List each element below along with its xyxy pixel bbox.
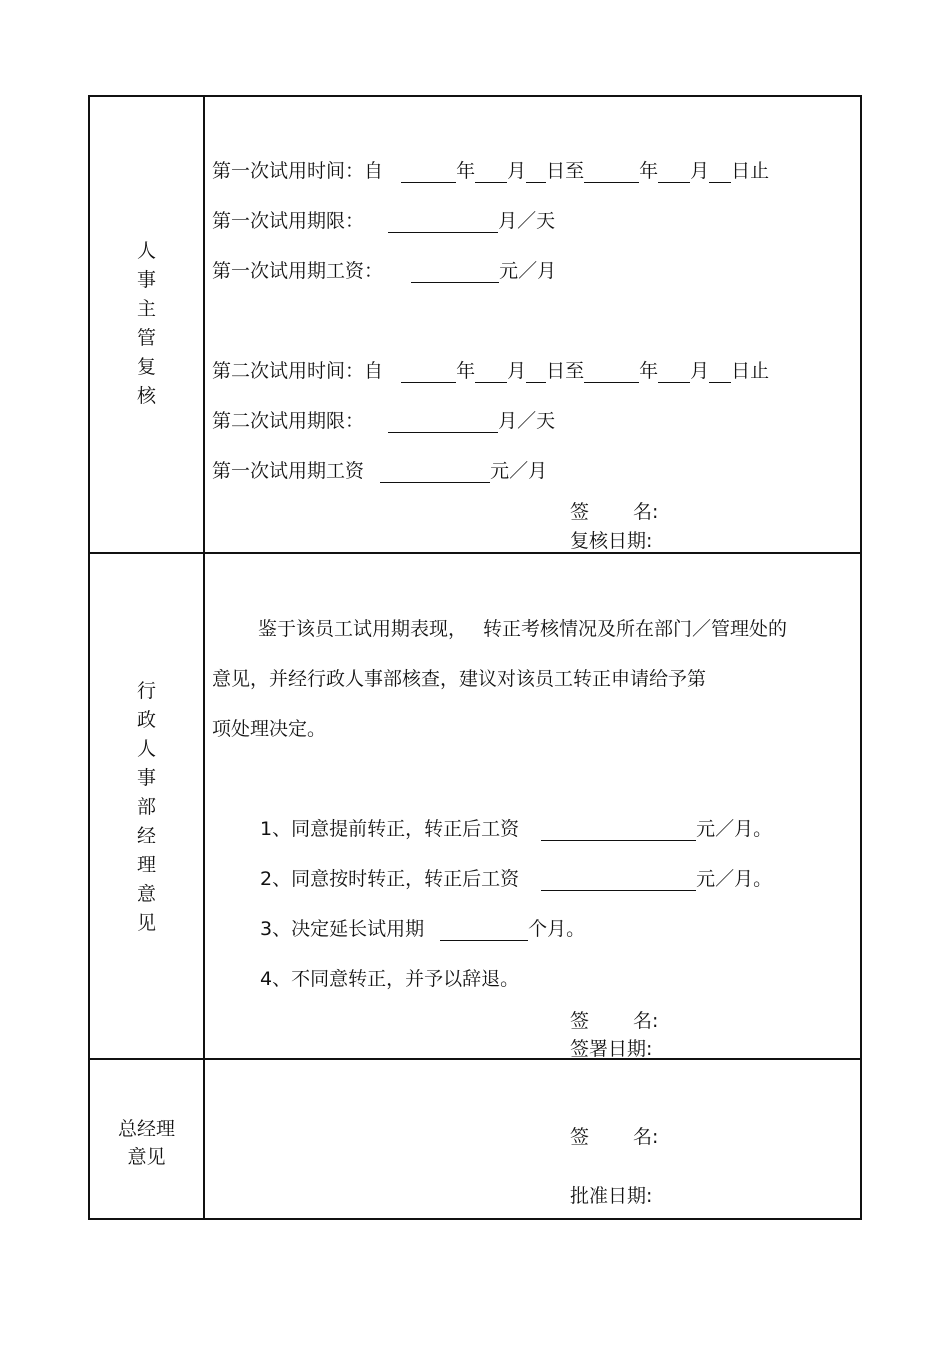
trial1-time-row	[212, 159, 769, 183]
label-char: 事	[136, 269, 156, 291]
row-divider-1	[90, 552, 860, 554]
label-char: 人	[136, 738, 156, 760]
row-divider-2	[90, 1058, 860, 1060]
salary-blank[interactable]	[541, 820, 696, 841]
year-text: 年	[456, 160, 476, 182]
gm-signature-label	[570, 1122, 658, 1149]
trial2-period-row	[212, 409, 555, 433]
month-text: 月	[690, 160, 710, 182]
day-to-text: 日至	[546, 160, 585, 182]
salary-unit: 元／月	[499, 260, 557, 282]
salary-blank[interactable]	[541, 870, 696, 891]
trial1-time-label: 第一次试用时间：自	[212, 160, 384, 182]
opinion-paragraph-line1	[258, 617, 787, 641]
month-text: 月	[690, 360, 710, 382]
sign-char: 名:	[633, 1126, 659, 1148]
salary-blank[interactable]	[380, 462, 490, 483]
sign-char: 签	[570, 1126, 590, 1148]
trial1-period-label: 第一次试用期限：	[212, 210, 365, 232]
label-char: 理	[136, 854, 156, 876]
label-char: 主	[136, 298, 156, 320]
month-text: 月	[507, 360, 527, 382]
label-char: 核	[136, 385, 156, 407]
trial2-time-label: 第二次试用时间：自	[212, 360, 384, 382]
salary-unit: 元／月。	[696, 818, 773, 840]
trial2-time-row	[212, 359, 769, 383]
month-blank[interactable]	[658, 362, 690, 383]
day-blank[interactable]	[526, 162, 546, 183]
hr-review-label	[90, 237, 203, 411]
trial1-period-row	[212, 209, 555, 233]
gm-approval-date-label: 批准日期:	[570, 1185, 653, 1207]
option-extend-trial	[260, 917, 585, 941]
day-blank[interactable]	[709, 362, 731, 383]
gm-opinion-label	[90, 1115, 203, 1171]
trial2-salary-label: 第一次试用期工资	[212, 460, 365, 482]
hr-signature-label	[570, 497, 658, 524]
day-end-text: 日止	[731, 360, 770, 382]
opinion-text: 转正考核情况及所在部门／管理处的	[483, 618, 788, 640]
option-text: 1、同意提前转正，转正后工资	[260, 818, 520, 840]
period-blank[interactable]	[388, 212, 498, 233]
label-char: 意	[136, 883, 156, 905]
day-blank[interactable]	[709, 162, 731, 183]
year-blank[interactable]	[584, 362, 639, 383]
trial1-salary-row	[212, 259, 556, 283]
column-divider	[203, 97, 205, 1218]
year-text: 年	[639, 360, 659, 382]
period-unit: 月／天	[498, 410, 556, 432]
option-ontime-regularization	[260, 867, 772, 891]
admin-manager-label	[90, 677, 203, 938]
trial1-salary-label: 第一次试用期工资：	[212, 260, 384, 282]
option-early-regularization	[260, 817, 772, 841]
option-text: 2、同意按时转正，转正后工资	[260, 868, 520, 890]
sign-char: 名:	[633, 501, 659, 523]
salary-unit: 元／月。	[696, 868, 773, 890]
year-text: 年	[639, 160, 659, 182]
label-line: 意见	[127, 1146, 166, 1168]
label-char: 复	[136, 356, 156, 378]
trial2-period-label: 第二次试用期限：	[212, 410, 365, 432]
sign-char: 签	[570, 501, 590, 523]
year-blank[interactable]	[401, 162, 456, 183]
day-blank[interactable]	[526, 362, 546, 383]
label-char: 经	[136, 825, 156, 847]
salary-unit: 元／月	[490, 460, 548, 482]
admin-sign-date-label: 签署日期:	[570, 1038, 653, 1060]
year-blank[interactable]	[401, 362, 456, 383]
month-text: 月	[507, 160, 527, 182]
months-blank[interactable]	[440, 920, 528, 941]
hr-review-date-label: 复核日期:	[570, 530, 653, 552]
year-text: 年	[456, 360, 476, 382]
label-char: 管	[136, 327, 156, 349]
period-blank[interactable]	[388, 412, 498, 433]
salary-blank[interactable]	[411, 262, 499, 283]
day-end-text: 日止	[731, 160, 770, 182]
month-blank[interactable]	[658, 162, 690, 183]
month-blank[interactable]	[475, 162, 507, 183]
option-text: 3、决定延长试用期	[260, 918, 425, 940]
label-char: 人	[136, 240, 156, 262]
day-to-text: 日至	[546, 360, 585, 382]
opinion-text: 鉴于该员工试用期表现，	[258, 618, 468, 640]
sign-char: 签	[570, 1010, 590, 1032]
sign-char: 名:	[633, 1010, 659, 1032]
approval-form-table	[88, 95, 862, 1220]
months-unit: 个月。	[528, 918, 586, 940]
label-char: 行	[136, 680, 156, 702]
label-char: 事	[136, 767, 156, 789]
label-char: 部	[136, 796, 156, 818]
option-dismiss: 4、不同意转正，并予以辞退。	[260, 968, 520, 990]
month-blank[interactable]	[475, 362, 507, 383]
label-char: 见	[136, 912, 156, 934]
label-line: 总经理	[117, 1118, 175, 1140]
year-blank[interactable]	[584, 162, 639, 183]
opinion-paragraph-line2: 意见，并经行政人事部核查，建议对该员工转正申请给予第	[212, 668, 707, 690]
period-unit: 月／天	[498, 210, 556, 232]
admin-signature-label	[570, 1006, 658, 1033]
opinion-paragraph-line3: 项处理决定。	[212, 718, 327, 740]
trial2-salary-row	[212, 459, 547, 483]
label-char: 政	[136, 709, 156, 731]
